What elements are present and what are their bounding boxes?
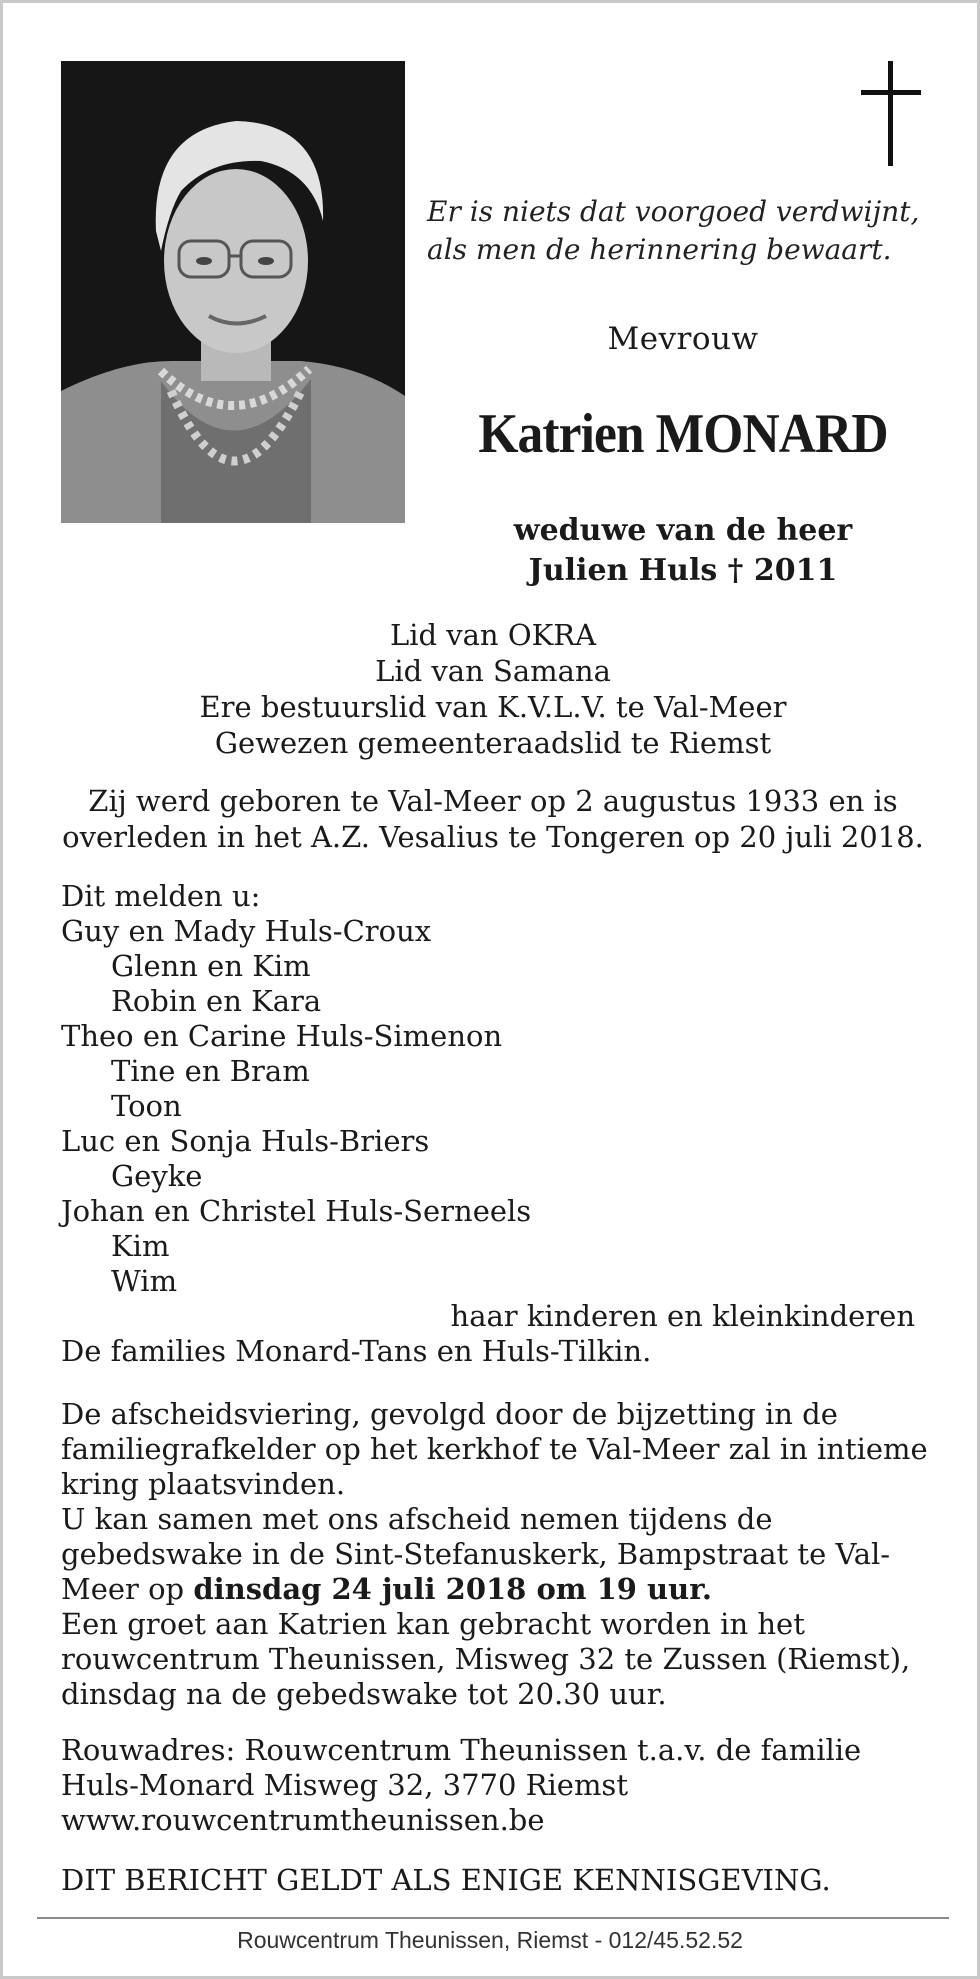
grandchild-line: Robin en Kara <box>111 984 322 1018</box>
portrait-photo <box>61 61 405 523</box>
grandchild-line: Kim <box>111 1229 170 1263</box>
child-line: Theo en Carine Huls-Simenon <box>61 1019 503 1053</box>
deceased-name: Katrien MONARD <box>478 403 888 465</box>
address-line: Rouwadres: Rouwcentrum Theunissen t.a.v. de familie <box>61 1733 862 1767</box>
ceremony-line: gebedswake in de Sint-Stefanuskerk, Bampstraat te Val- <box>61 1537 891 1571</box>
poem <box>427 193 947 269</box>
poem-line-2: als men de herinnering bewaart. <box>427 233 892 266</box>
address-line: Huls-Monard Misweg 32, 3770 Riemst <box>61 1768 628 1802</box>
divider <box>37 1917 949 1919</box>
cross-icon <box>861 61 921 166</box>
child-line: Guy en Mady Huls-Croux <box>61 914 432 948</box>
ceremony-line: familiegrafkelder op het kerkhof te Val-Meer zal in intieme <box>61 1432 928 1466</box>
ceremony-line: Een groet aan Katrien kan gebracht worden in het <box>61 1607 805 1641</box>
grandchild-line: Geyke <box>111 1159 203 1193</box>
ceremony-prefix: Meer op <box>61 1572 194 1606</box>
poem-line-1: Er is niets dat voorgoed verdwijnt, <box>427 195 920 228</box>
spouse-info <box>423 511 943 591</box>
child-line: Luc en Sonja Huls-Briers <box>61 1124 430 1158</box>
footer: Rouwcentrum Theunissen, Riemst - 012/45.52.52 <box>237 1927 743 1953</box>
mourning-address <box>61 1733 941 1838</box>
ceremony-line: kring plaatsvinden. <box>61 1467 346 1501</box>
ceremony-line: dinsdag na de gebedswake tot 20.30 uur. <box>61 1677 667 1711</box>
membership-line: Gewezen gemeenteraadslid te Riemst <box>214 726 772 760</box>
birth-line-2: overleden in het A.Z. Vesalius te Tongeren op 20 juli 2018. <box>62 820 924 854</box>
salutation: Mevrouw <box>607 321 759 357</box>
family-extended: De families Monard-Tans en Huls-Tilkin. <box>61 1334 652 1368</box>
membership-line: Ere bestuurslid van K.V.L.V. te Val-Meer <box>199 690 787 724</box>
memberships <box>43 617 943 761</box>
ceremony-line: rouwcentrum Theunissen, Misweg 32 te Zussen (Riemst), <box>61 1642 911 1676</box>
ceremony-line <box>61 1572 941 1607</box>
ceremony-info <box>61 1397 941 1712</box>
family-list <box>61 879 941 1369</box>
ceremony-line: U kan samen met ons afscheid nemen tijdens de <box>61 1502 773 1536</box>
ceremony-line: De afscheidsviering, gevolgd door de bijzetting in de <box>61 1397 838 1431</box>
grandchild-line: Wim <box>111 1264 178 1298</box>
birth-line-1: Zij werd geboren te Val-Meer op 2 augustus 1933 en is <box>88 784 898 818</box>
grandchild-line: Glenn en Kim <box>111 949 311 983</box>
membership-line: Lid van OKRA <box>389 618 597 652</box>
grandchild-line: Toon <box>111 1089 182 1123</box>
spouse-line-1: weduwe van de heer <box>513 513 853 548</box>
birth-death-info <box>43 783 943 855</box>
child-line: Johan en Christel Huls-Serneels <box>61 1194 532 1228</box>
spouse-line-2: Julien Huls † 2011 <box>528 553 838 588</box>
family-intro: Dit melden u: <box>61 879 261 913</box>
website-link: www.rouwcentrumtheunissen.be <box>61 1803 545 1837</box>
notice: DIT BERICHT GELDT ALS ENIGE KENNISGEVING. <box>61 1863 831 1897</box>
grandchild-line: Tine en Bram <box>111 1054 310 1088</box>
ceremony-date: dinsdag 24 juli 2018 om 19 uur. <box>193 1572 712 1606</box>
family-relation: haar kinderen en kleinkinderen <box>450 1299 915 1333</box>
membership-line: Lid van Samana <box>375 654 611 688</box>
family-lines <box>61 914 941 1299</box>
